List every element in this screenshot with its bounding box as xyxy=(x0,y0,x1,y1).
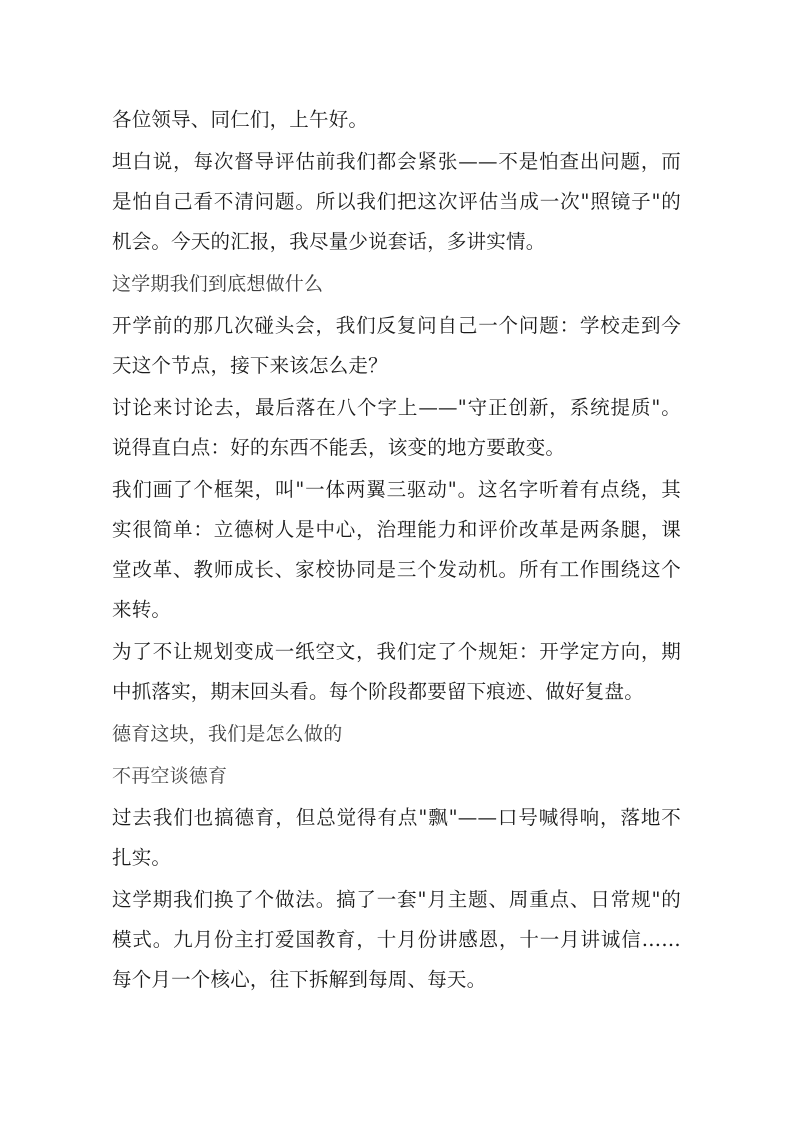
paragraph: 我们画了个框架，叫"一体两翼三驱动"。这名字听着有点绕，其实很简单：立德树人是中心，治理能力和评价改革是两条腿，课堂改革、教师成长、家校协同是三个发动机。所有工作围绕这个来转。 xyxy=(112,478,681,621)
paragraph: 开学前的那几次碰头会，我们反复问自己一个问题：学校走到今天这个节点，接下来该怎么走？ xyxy=(112,314,681,377)
paragraph: 各位领导、同仁们，上午好。 xyxy=(112,108,369,131)
paragraph: 坦白说，每次督导评估前我们都会紧张——不是怕查出问题，而是怕自己看不清问题。所以我们把这次评估当成一次"照镜子"的机会。今天的汇报，我尽量少说套话，多讲实情。 xyxy=(112,150,681,253)
paragraph: 过去我们也搞德育，但总觉得有点"飘"——口号喊得响，落地不扎实。 xyxy=(112,806,681,869)
paragraph: 为了不让规划变成一纸空文，我们定了个规矩：开学定方向，期中抓落实，期末回头看。每个阶段都要留下痕迹、做好复盘。 xyxy=(112,640,681,703)
document-body xyxy=(112,100,681,1000)
section-heading: 这学期我们到底想做什么 xyxy=(112,273,324,295)
section-heading: 德育这块，我们是怎么做的 xyxy=(112,723,343,745)
paragraph: 讨论来讨论去，最后落在八个字上——"守正创新，系统提质"。说得直白点：好的东西不能丢，该变的地方要敢变。 xyxy=(112,396,681,459)
subsection-heading: 不再空谈德育 xyxy=(112,765,228,787)
paragraph: 这学期我们换了个做法。搞了一套"月主题、周重点、日常规"的模式。九月份主打爱国教育，十月份讲感恩，十一月讲诚信……每个月一个核心，往下拆解到每周、每天。 xyxy=(112,888,681,991)
